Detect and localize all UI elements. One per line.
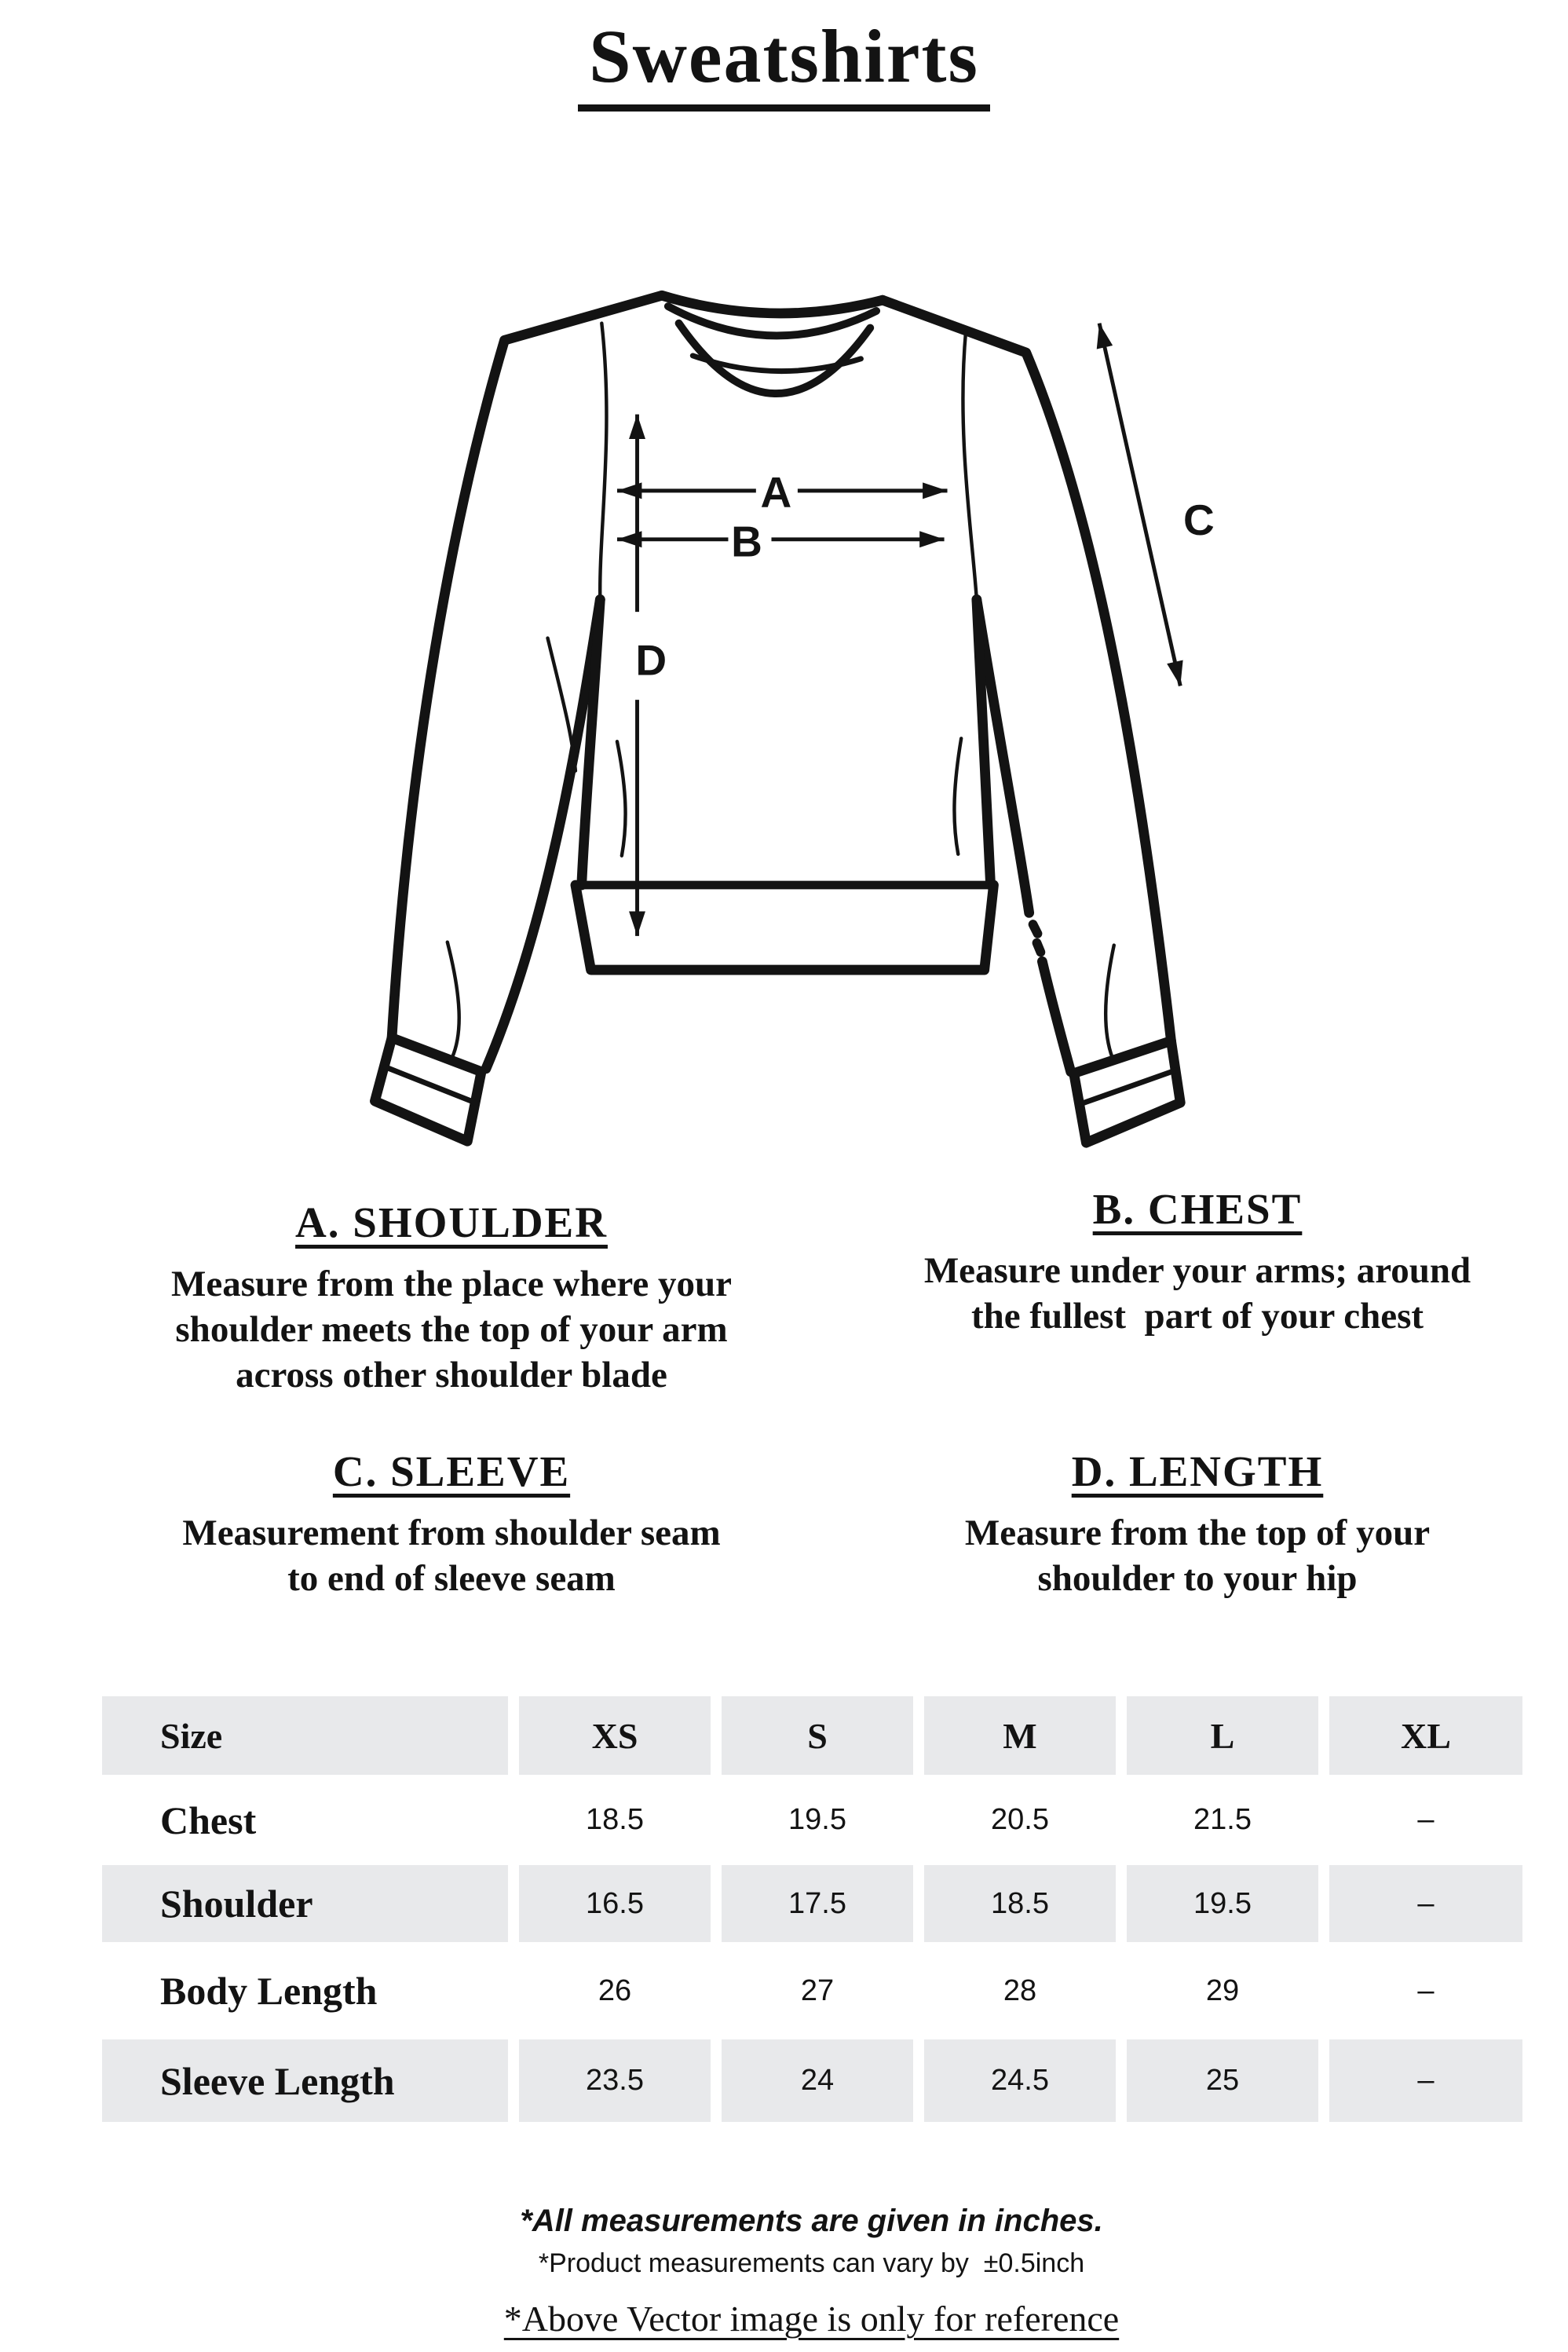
section-sleeve [122, 1447, 781, 1601]
dim-label-d: D [635, 635, 667, 685]
dim-label-c: C [1182, 495, 1215, 544]
left-sleeve-wrinkle [548, 638, 576, 771]
table-cell-chest-xl: – [1417, 1803, 1435, 1836]
section-chest-line: the fullest part of your chest [970, 1296, 1424, 1337]
sweatshirt-diagram [330, 263, 1256, 1150]
footnote-reference: *Above Vector image is only for reference [503, 2299, 1120, 2339]
section-sleeve-line: Measurement from shoulder seam [182, 1513, 721, 1553]
footnote-inches: *All measurements are given in inches. [520, 2204, 1103, 2238]
section-chest-heading: B. CHEST [1092, 1185, 1303, 1233]
table-cell-sleeve-length-m: 24.5 [924, 2039, 1116, 2122]
table-cell-body-length-xl: – [1417, 1973, 1435, 2007]
left-cuff [375, 1038, 481, 1142]
size-table [102, 1696, 1522, 2122]
table-header-s: S [722, 1696, 913, 1775]
footnotes [102, 2204, 1521, 2339]
table-row-label-sleeve-length: Sleeve Length [102, 2039, 508, 2122]
sweatshirt-line-art [330, 263, 1256, 1150]
dim-label-b: B [731, 517, 762, 566]
table-cell-body-length-m: 28 [1003, 1973, 1037, 2007]
right-cuff [1074, 1041, 1181, 1143]
table-header-xs: XS [519, 1696, 711, 1775]
right-shoulder-sleeve-outer [883, 300, 1171, 1041]
table-cell-chest-m: 20.5 [991, 1803, 1049, 1836]
section-shoulder-line: across other shoulder blade [236, 1355, 667, 1395]
table-header-xl: XL [1329, 1696, 1522, 1775]
right-sleeve-inner-lower [1042, 961, 1070, 1072]
table-cell-chest-s: 19.5 [788, 1803, 846, 1836]
right-body-wrinkle [954, 738, 961, 854]
section-shoulder-line: shoulder meets the top of your arm [175, 1309, 728, 1350]
section-length-line: shoulder to your hip [1037, 1558, 1358, 1599]
section-shoulder-line: Measure from the place where your [171, 1264, 732, 1304]
table-cell-sleeve-length-s: 24 [722, 2039, 913, 2122]
table-row-label-chest: Chest [160, 1798, 257, 1842]
dim-label-a: A [760, 467, 792, 517]
table-cell-sleeve-length-xs: 23.5 [519, 2039, 711, 2122]
table-cell-chest-xs: 18.5 [586, 1803, 644, 1836]
page-title-text: Sweatshirts [578, 13, 990, 112]
left-armhole-seam [600, 324, 606, 600]
section-length-heading: D. LENGTH [1071, 1447, 1324, 1495]
table-cell-shoulder-m: 18.5 [924, 1865, 1116, 1942]
table-cell-shoulder-l: 19.5 [1127, 1865, 1318, 1942]
right-cuff-rib [1080, 1070, 1176, 1104]
section-shoulder-heading: A. SHOULDER [295, 1198, 608, 1246]
collar-top-edge [662, 295, 883, 313]
left-body-wrinkle [617, 741, 626, 855]
table-row-label-body-length: Body Length [160, 1969, 378, 2013]
footnote-tolerance: *Product measurements can vary by ±0.5inch [538, 2248, 1085, 2278]
table-cell-shoulder-s: 17.5 [722, 1865, 913, 1942]
section-shoulder [122, 1198, 781, 1398]
right-armhole-seam [963, 331, 976, 599]
section-length-line: Measure from the top of your [964, 1513, 1431, 1553]
left-cuff-rib [386, 1067, 475, 1103]
left-cuff-wrinkle [448, 942, 459, 1058]
garment-outline [375, 295, 1180, 1143]
section-chest-line: Measure under your arms; around [923, 1250, 1471, 1291]
table-cell-sleeve-length-xl: – [1329, 2039, 1522, 2122]
table-cell-body-length-xs: 26 [598, 1973, 632, 2007]
right-sleeve-break-dash-1 [1033, 924, 1038, 934]
table-cell-sleeve-length-l: 25 [1127, 2039, 1318, 2122]
table-cell-shoulder-xs: 16.5 [519, 1865, 711, 1942]
section-sleeve-line: to end of sleeve seam [287, 1558, 616, 1599]
section-chest [868, 1184, 1527, 1339]
table-cell-shoulder-xl: – [1329, 1865, 1522, 1942]
dimension-arrows [617, 324, 1180, 936]
right-cuff-wrinkle [1106, 946, 1114, 1058]
table-header-size: Size [102, 1696, 508, 1775]
table-cell-chest-l: 21.5 [1193, 1803, 1252, 1836]
left-shoulder-sleeve-outer [392, 295, 662, 1037]
table-cell-body-length-l: 29 [1205, 1973, 1240, 2007]
table-row-label-shoulder: Shoulder [102, 1865, 508, 1942]
section-sleeve-heading: C. SLEEVE [332, 1447, 571, 1495]
page-title [0, 13, 1568, 112]
table-header-m: M [924, 1696, 1116, 1775]
table-cell-body-length-s: 27 [800, 1973, 835, 2007]
table-header-l: L [1127, 1696, 1318, 1775]
section-length [868, 1447, 1527, 1601]
right-sleeve-break-dash-2 [1037, 943, 1041, 953]
